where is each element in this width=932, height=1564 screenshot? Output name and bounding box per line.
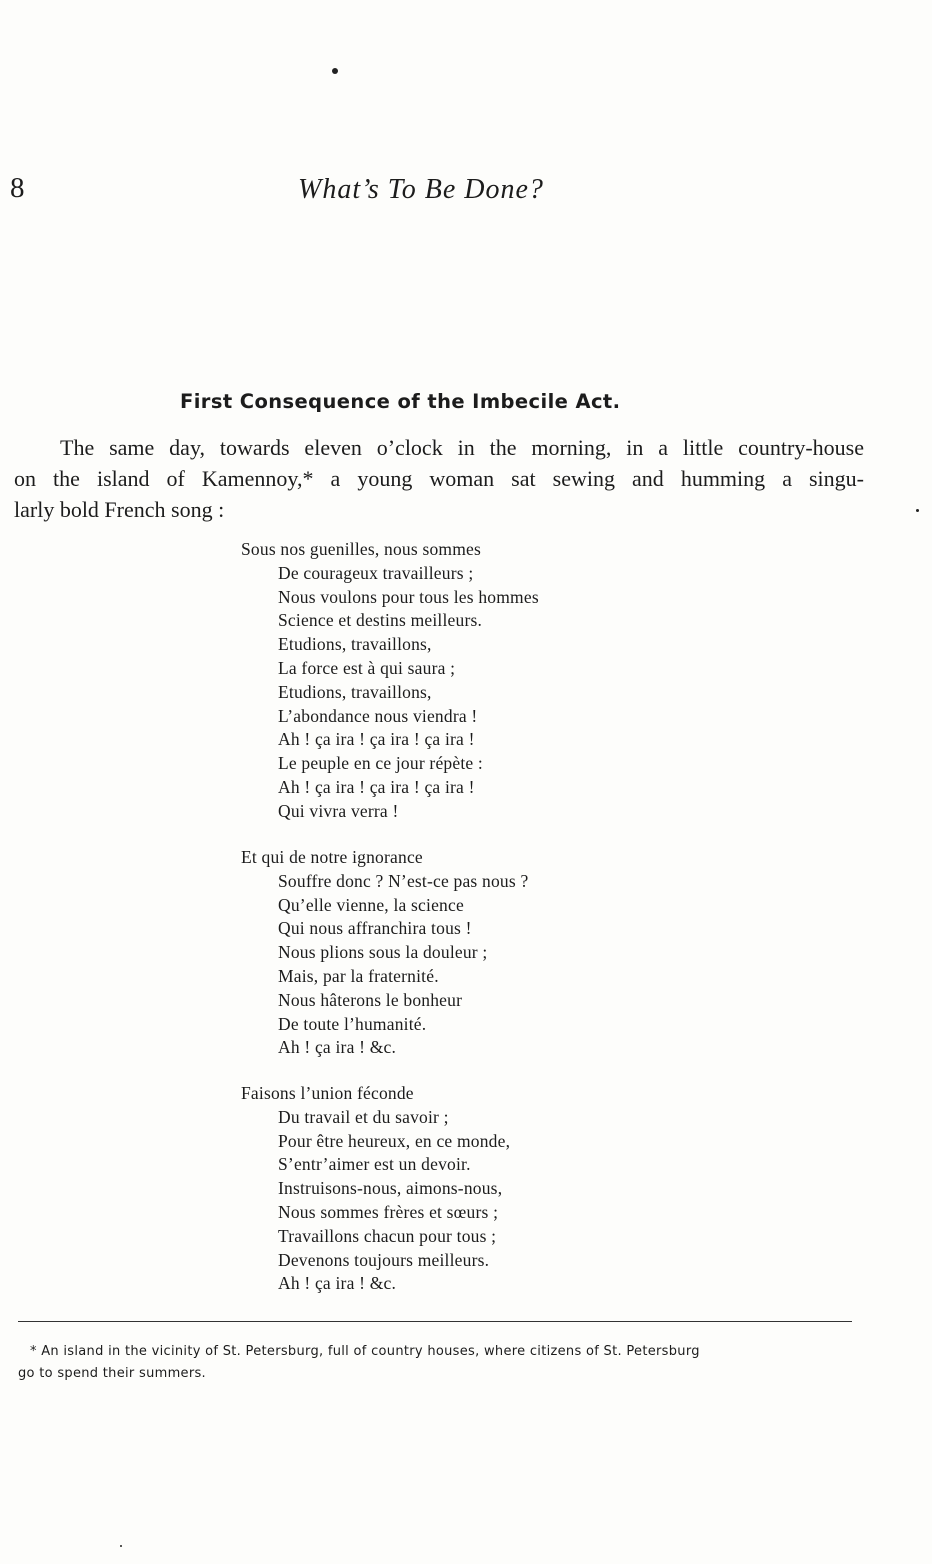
verse-line: Devenons toujours meilleurs. bbox=[278, 1249, 490, 1270]
verse-line: De toute l’humanité. bbox=[278, 1013, 427, 1034]
paragraph-line: on the island of Kamennoy,* a young woman sat sewing and humming a singu- bbox=[14, 466, 864, 491]
verse-line: Nous plions sous la douleur ; bbox=[278, 942, 488, 963]
verse-line: Du travail et du savoir ; bbox=[278, 1106, 449, 1127]
paragraph-line: The same day, towards eleven o’clock in the morning, in a little country-house bbox=[60, 435, 864, 460]
verse-line: Ah ! ça ira ! ça ira ! ça ira ! bbox=[278, 729, 475, 750]
verse-line: Instruisons-nous, aimons-nous, bbox=[278, 1178, 503, 1199]
verse-line: L’abondance nous viendra ! bbox=[278, 705, 478, 726]
verse-line: Et qui de notre ignorance bbox=[241, 847, 423, 867]
verse-line: Etudions, travaillons, bbox=[278, 681, 432, 702]
paragraph-line: larly bold French song : bbox=[14, 497, 225, 522]
verse-line: Science et destins meilleurs. bbox=[278, 610, 483, 631]
verse-line: De courageux travailleurs ; bbox=[278, 562, 474, 583]
verse-line: Le peuple en ce jour répète : bbox=[278, 753, 483, 774]
verse-line: Faisons l’union féconde bbox=[241, 1083, 414, 1103]
verse-line: Etudions, travaillons, bbox=[278, 634, 432, 655]
section-heading: First Consequence of the Imbecile Act. bbox=[180, 390, 621, 413]
verse-line: Travaillons chacun pour tous ; bbox=[278, 1225, 497, 1246]
verse-line: Ah ! ça ira ! ça ira ! ça ira ! bbox=[278, 776, 475, 797]
verse-line: Qu’elle vienne, la science bbox=[278, 894, 464, 915]
verse-line: Ah ! ça ira ! &c. bbox=[278, 1273, 397, 1294]
verse-line: S’entr’aimer est un devoir. bbox=[278, 1154, 471, 1175]
footnote-line: go to spend their summers. bbox=[18, 1366, 206, 1381]
verse-line: La force est à qui saura ; bbox=[278, 657, 456, 678]
ink-speck bbox=[332, 68, 338, 74]
song-stanza-3 bbox=[241, 1082, 681, 1296]
verse-line: Nous sommes frères et sœurs ; bbox=[278, 1201, 499, 1222]
song-stanza-2 bbox=[241, 846, 681, 1060]
ink-speck bbox=[120, 1545, 122, 1547]
ink-speck bbox=[916, 509, 919, 512]
verse-line: Nous hâterons le bonheur bbox=[278, 989, 463, 1010]
footnote-divider bbox=[18, 1321, 852, 1322]
verse-line: Qui vivra verra ! bbox=[278, 800, 399, 821]
footnote-line: * An island in the vicinity of St. Petersburg, full of country houses, where citizens of St. Petersburg bbox=[30, 1344, 700, 1359]
verse-line: Ah ! ça ira ! &c. bbox=[278, 1037, 397, 1058]
verse-line: Mais, par la fraternité. bbox=[278, 965, 439, 986]
footnote bbox=[18, 1341, 864, 1385]
body-paragraph bbox=[14, 432, 864, 525]
verse-line: Qui nous affranchira tous ! bbox=[278, 918, 472, 939]
song-stanza-1 bbox=[241, 538, 681, 824]
verse-line: Souffre donc ? N’est-ce pas nous ? bbox=[278, 870, 529, 891]
verse-line: Pour être heureux, en ce monde, bbox=[278, 1130, 511, 1151]
running-title: What’s To Be Done? bbox=[298, 174, 544, 205]
page-number: 8 bbox=[10, 172, 25, 204]
verse-line: Nous voulons pour tous les hommes bbox=[278, 586, 539, 607]
verse-line: Sous nos guenilles, nous sommes bbox=[241, 539, 482, 559]
